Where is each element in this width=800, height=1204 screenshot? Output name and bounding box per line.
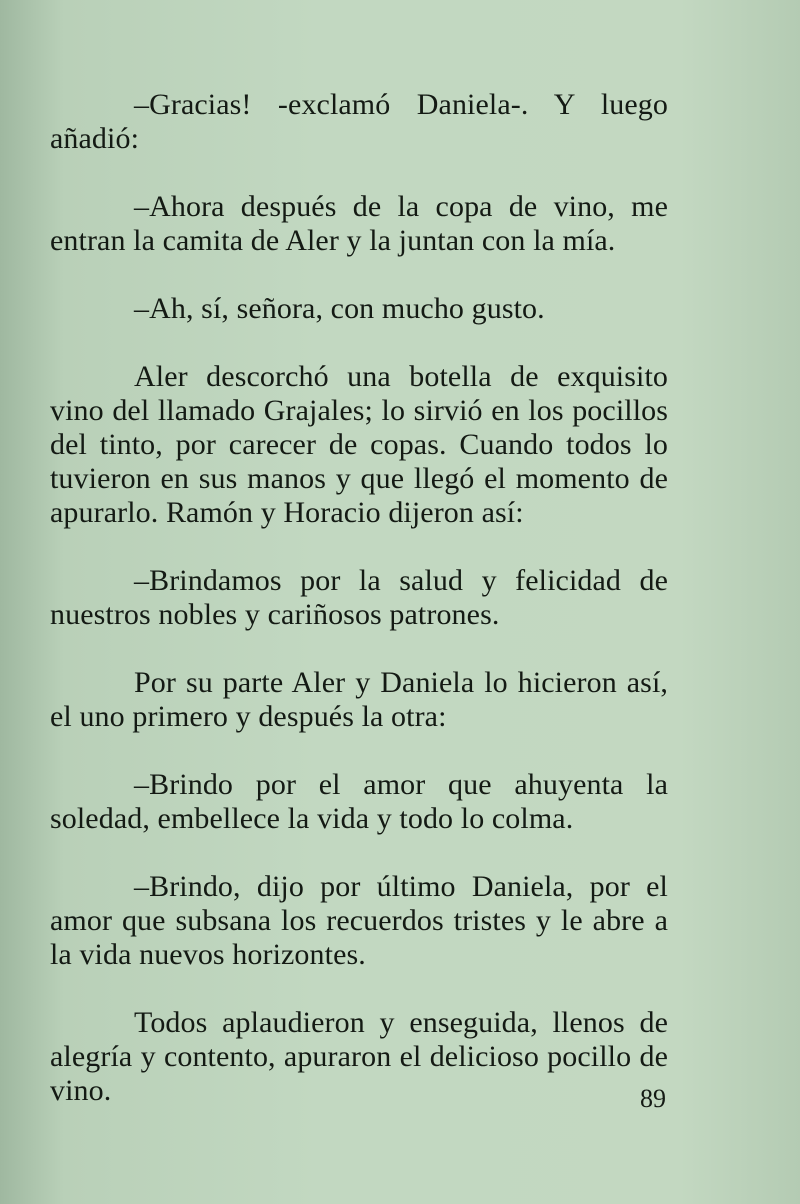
paragraph-9: Todos aplaudieron y enseguida, llenos de alegría y contento, apuraron el delicioso pocillo de vino. [50,1006,668,1107]
page-number: 89 [640,1084,666,1113]
paragraph-8: –Brindo, dijo por último Daniela, por el amor que subsana los recuerdos tristes y le abre a la vida nuevos horizontes. [50,870,668,971]
paragraph-5: –Brindamos por la salud y felicidad de nuestros nobles y cariñosos patrones. [50,564,668,631]
page-text-block [50,88,668,1142]
paragraph-2: –Ahora después de la copa de vino, me entran la camita de Aler y la juntan con la mía. [50,190,668,257]
paragraph-6: Por su parte Aler y Daniela lo hicieron así, el uno primero y después la otra: [50,666,668,733]
paragraph-3: –Ah, sí, señora, con mucho gusto. [134,292,545,325]
paragraph-7: –Brindo por el amor que ahuyenta la soledad, embellece la vida y todo lo colma. [50,768,668,835]
paragraph-1: –Gracias! -exclamó Daniela-. Y luego añadió: [50,88,668,155]
paragraph-4: Aler descorchó una botella de exquisito vino del llamado Grajales; lo sirvió en los pocillos del tinto, por carecer de copas. Cuando todos lo tuvieron en sus manos y que llegó el momento de apurarlo. Ramón y Horacio dijeron así: [50,360,668,529]
